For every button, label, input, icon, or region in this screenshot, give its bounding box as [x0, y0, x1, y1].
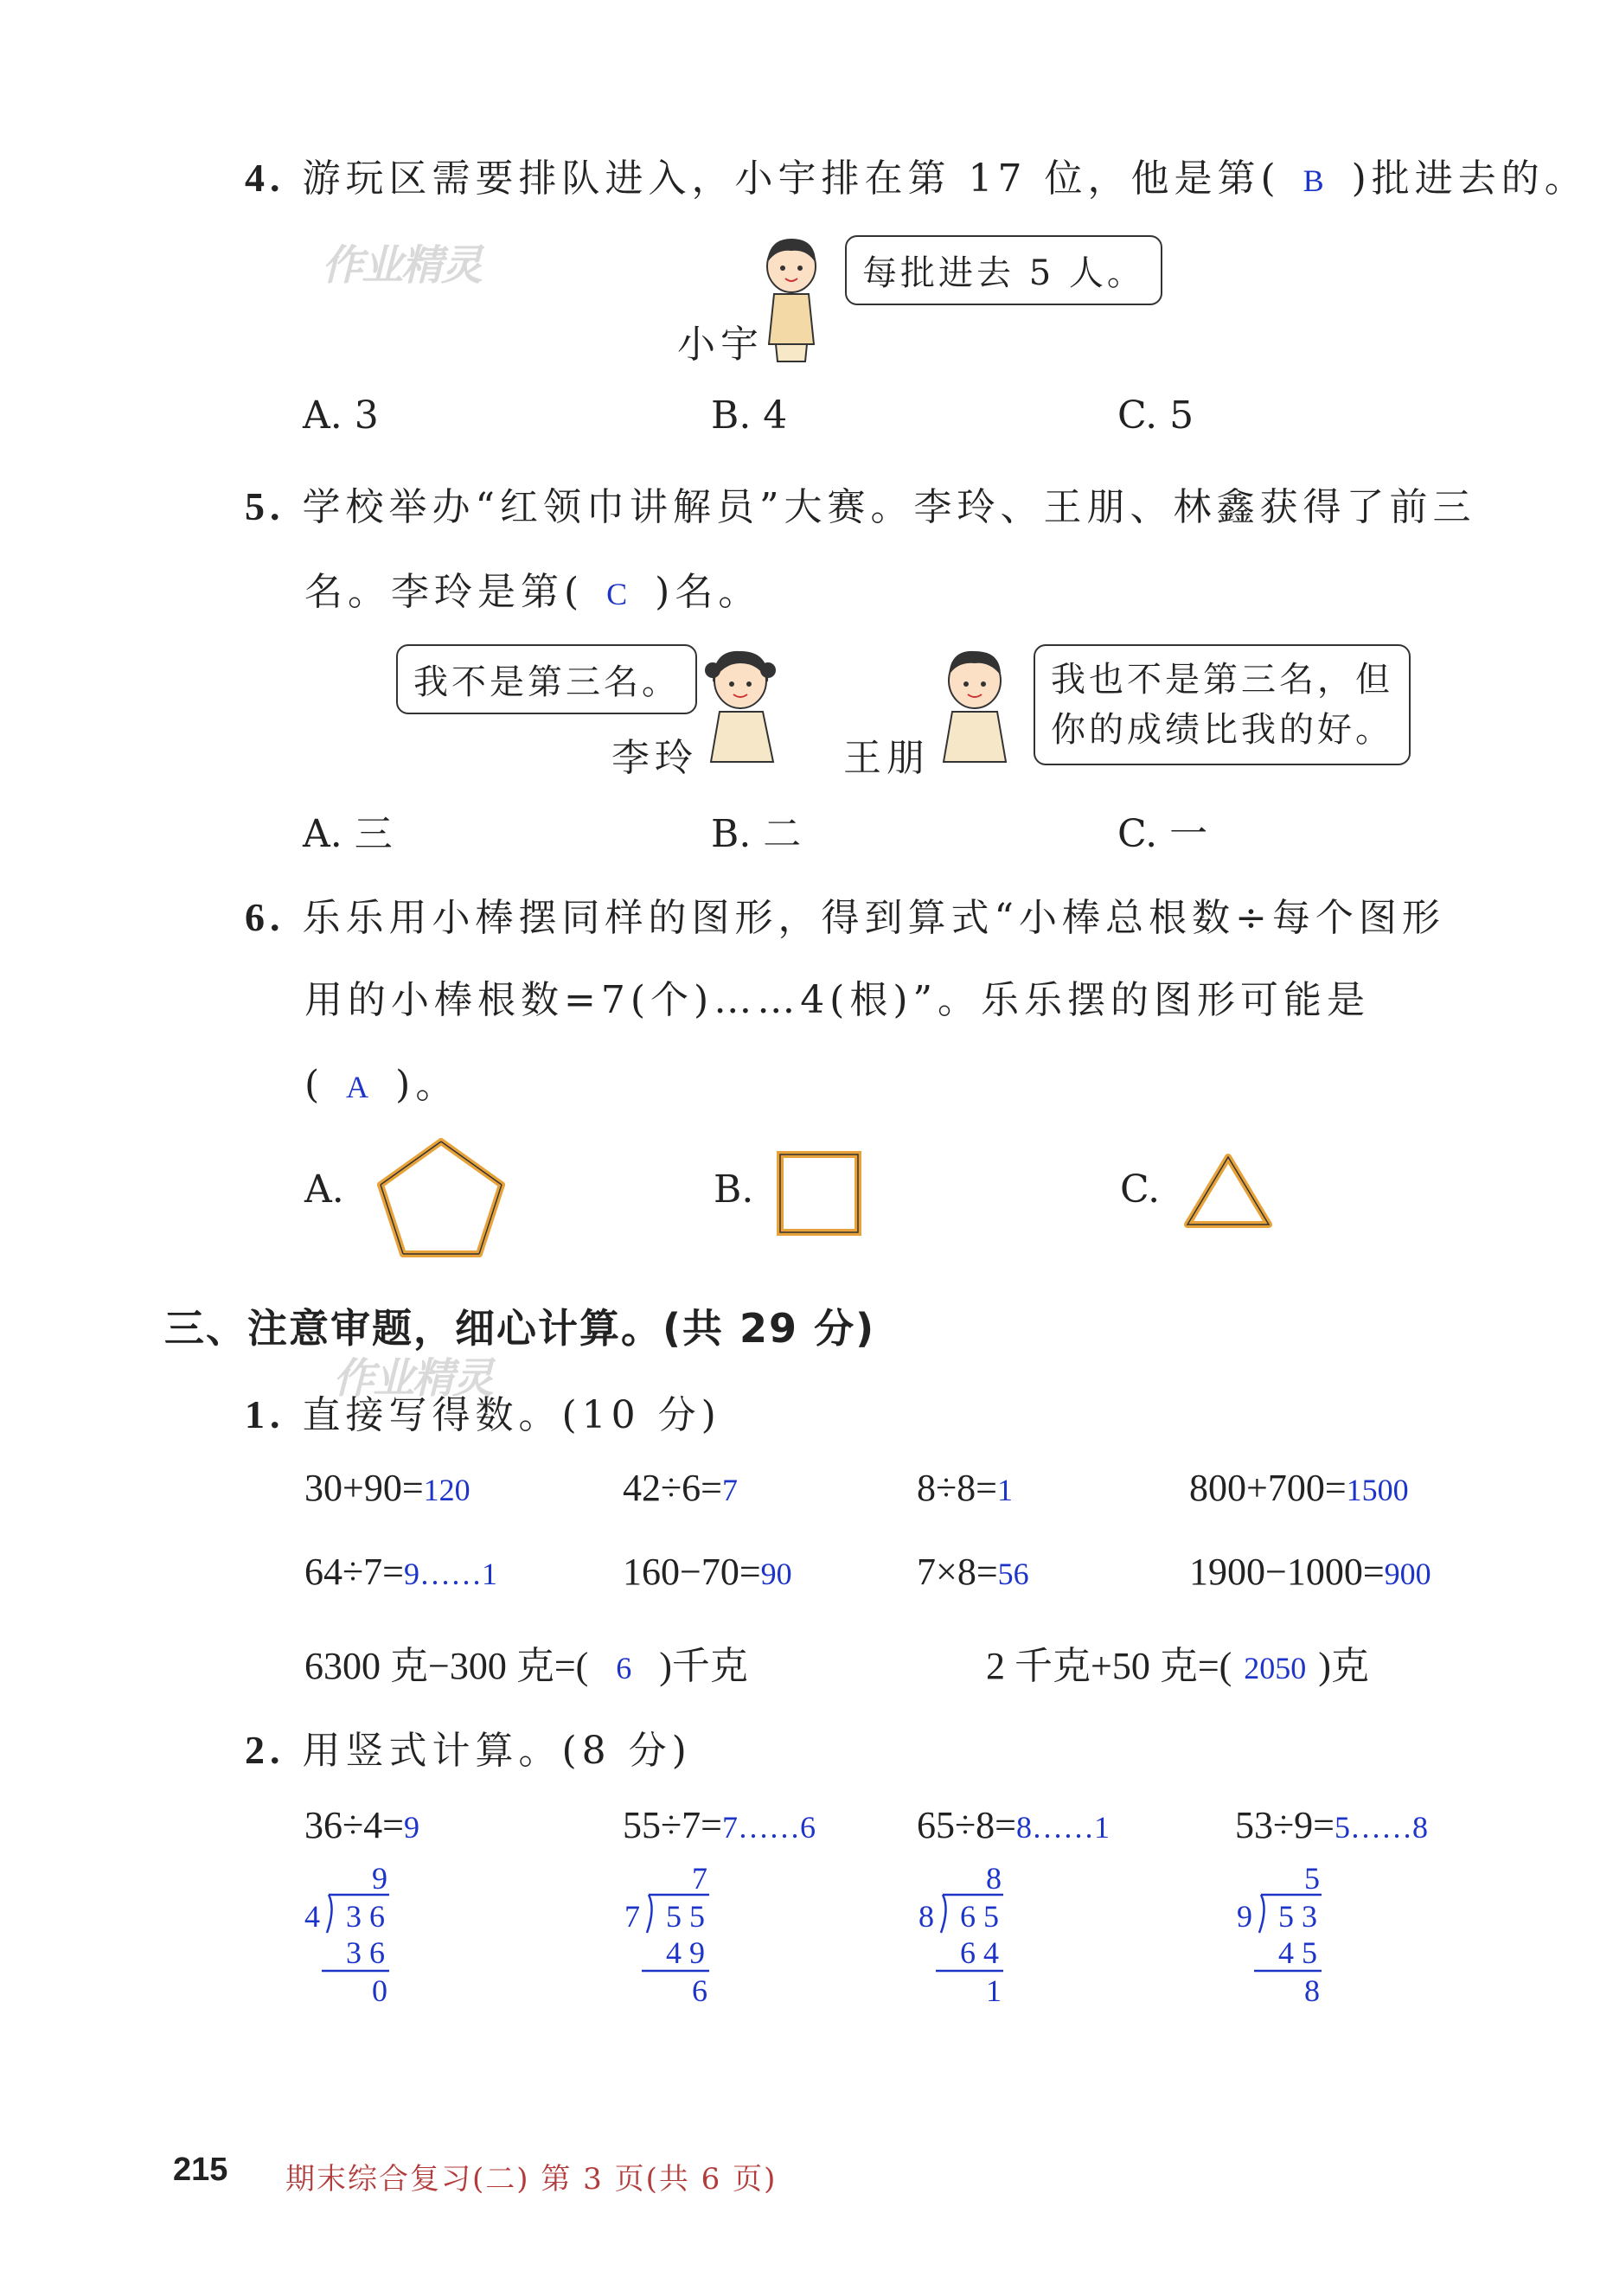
speech-bubble-left: 我不是第三名。	[396, 644, 697, 714]
name-label-right: 王朋	[843, 736, 930, 780]
boy-illustration	[930, 644, 1016, 769]
option-c: C. 一	[1117, 812, 1208, 856]
calc-item: 800+700=1500	[1189, 1467, 1409, 1509]
boy-illustration	[757, 233, 826, 367]
answer: A	[346, 1070, 374, 1104]
name-label: 小宇	[677, 323, 764, 367]
section-title: 三、注意审题，细心计算。(共 29 分)	[164, 1305, 876, 1352]
calc-item: 7×8=56	[917, 1551, 1029, 1593]
answer: C	[606, 577, 633, 611]
calc-item: 8÷8=1	[917, 1467, 1013, 1509]
option-c: C.	[1120, 1167, 1161, 1212]
question-2: 2. 用竖式计算。(8 分)	[245, 1728, 692, 1773]
division-expr: 36÷4=9	[304, 1804, 419, 1846]
calc-item: 6300 克−300 克=( 6 )千克	[304, 1645, 748, 1687]
answer: B	[1303, 163, 1329, 198]
option-b: B.	[714, 1167, 754, 1212]
watermark: 作业精灵	[322, 241, 482, 290]
watermark: 作业精灵	[333, 1354, 493, 1403]
calc-item: 160−70=90	[623, 1551, 792, 1593]
option-a: A. 三	[303, 812, 393, 856]
speech-bubble-right: 我也不是第三名，但 你的成绩比我的好。	[1034, 644, 1411, 765]
name-label-left: 李玲	[611, 736, 698, 780]
girl-illustration	[699, 644, 785, 769]
question-6: 6. 乐乐用小棒摆同样的图形，得到算式“小棒总根数÷每个图形	[245, 895, 1445, 940]
calc-item: 2 千克+50 克=( 2050 )克	[986, 1645, 1369, 1687]
question-6-line3: ( A )。	[304, 1063, 459, 1107]
question-6-line2: 用的小棒根数=7(个)……4(根)”。乐乐摆的图形可能是	[304, 978, 1371, 1022]
option-a: A.	[304, 1167, 344, 1212]
question-text: 游玩区需要排队进入，小宇排在第 17 位，他是第(	[302, 157, 1281, 201]
long-division: 5 9 5 3 4 5 8	[1237, 1861, 1320, 2008]
option-c: C. 5	[1117, 393, 1194, 438]
long-division: 7 7 5 5 4 9 6	[624, 1861, 707, 2008]
calc-item: 64÷7=9……1	[304, 1551, 497, 1593]
calc-item: 30+90=120	[304, 1467, 470, 1509]
square-sticks-icon	[771, 1146, 867, 1244]
speech-bubble: 每批进去 5 人。	[845, 235, 1162, 305]
option-b: B. 4	[711, 393, 788, 438]
division-expr: 53÷9=5……8	[1235, 1804, 1428, 1846]
triangle-sticks-icon	[1181, 1150, 1276, 1236]
calc-item: 1900−1000=900	[1189, 1551, 1431, 1593]
question-5-line2: 名。李玲是第( C )名。	[304, 570, 762, 614]
question-4: 4. 游玩区需要排队进入，小宇排在第 17 位，他是第( B )批进去的。	[245, 156, 1588, 201]
footer-text: 期末综合复习(二) 第 3 页(共 6 页)	[285, 2162, 778, 2197]
page-number: 215	[173, 2152, 228, 2188]
long-division: 8 8 6 5 6 4 1	[919, 1861, 1002, 2008]
division-expr: 55÷7=7……6	[623, 1804, 816, 1846]
question-5: 5. 学校举办“红领巾讲解员”大赛。李玲、王朋、林鑫获得了前三	[245, 484, 1476, 529]
division-expr: 65÷8=8……1	[917, 1804, 1110, 1846]
pentagon-sticks-icon	[372, 1133, 510, 1266]
long-division: 9 4 3 6 3 6 0	[304, 1861, 387, 2008]
question-1: 1. 直接写得数。(10 分)	[245, 1392, 721, 1437]
option-b: B. 二	[711, 812, 802, 856]
option-a: A. 3	[303, 393, 379, 438]
calc-item: 42÷6=7	[623, 1467, 738, 1509]
